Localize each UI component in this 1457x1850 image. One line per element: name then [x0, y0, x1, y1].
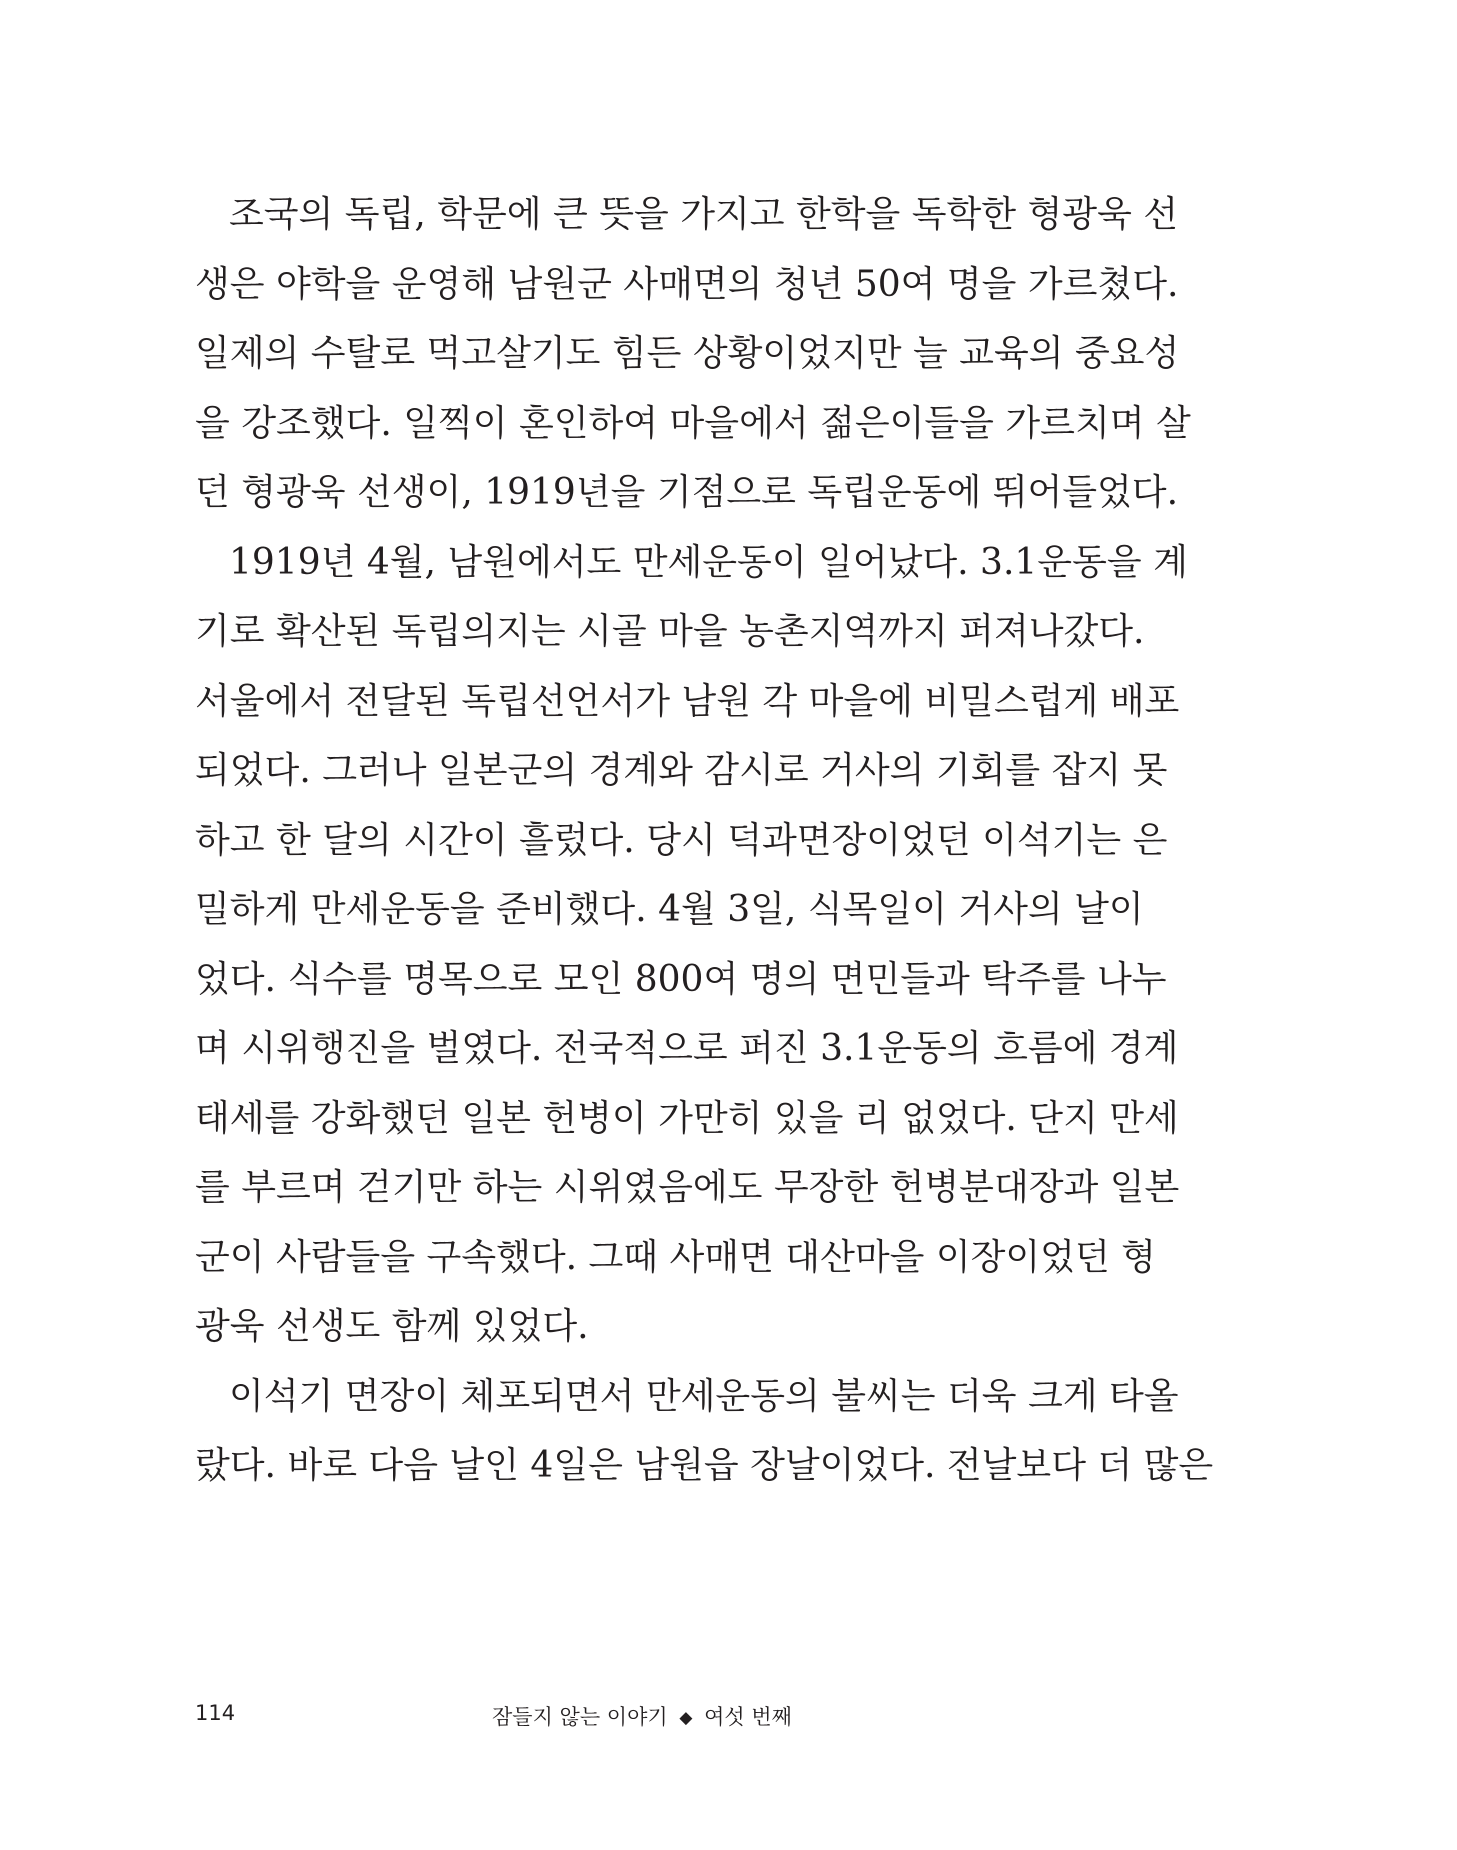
text-line: 하고 한 달의 시간이 흘렀다. 당시 덕과면장이었던 이석기는 은	[195, 819, 1168, 861]
text-line: 광욱 선생도 함께 있었다.	[195, 1306, 589, 1347]
page-footer	[0, 1695, 1457, 1735]
text-line: 태세를 강화했던 일본 헌병이 가만히 있을 리 없었다. 단지 만세	[195, 1097, 1179, 1139]
book-title: 잠들지 않는 이야기	[492, 1705, 668, 1729]
text-line: 생은 야학을 운영해 남원군 사매면의 청년 50여 명을 가르쳤다.	[195, 263, 1179, 305]
text-line: 었다. 식수를 명목으로 모인 800여 명의 면민들과 탁주를 나누	[195, 958, 1167, 1000]
body-text	[195, 180, 1214, 1501]
paragraph-2	[195, 528, 1188, 1362]
text-line: 군이 사람들을 구속했다. 그때 사매면 대산마을 이장이었던 형	[195, 1236, 1156, 1278]
text-line: 밀하게 만세운동을 준비했다. 4월 3일, 식목일이 거사의 날이	[195, 889, 1144, 930]
text-line: 을 강조했다. 일찍이 혼인하여 마을에서 젊은이들을 가르치며 살	[195, 402, 1191, 444]
running-title	[492, 1701, 792, 1731]
text-line: 기로 확산된 독립의지는 시골 마을 농촌지역까지 퍼져나갔다.	[195, 611, 1145, 652]
text-line: 를 부르며 걷기만 하는 시위였음에도 무장한 헌병분대장과 일본	[195, 1167, 1180, 1208]
text-line: 일제의 수탈로 먹고살기도 힘든 상황이었지만 늘 교육의 중요성	[195, 333, 1180, 374]
volume-label: 여섯 번째	[704, 1705, 792, 1729]
text-line: 1919년 4월, 남원에서도 만세운동이 일어났다. 3.1운동을 계	[229, 541, 1188, 583]
page-number: 114	[195, 1701, 236, 1725]
text-line: 랐다. 바로 다음 날인 4일은 남원읍 장날이었다. 전날보다 더 많은	[195, 1445, 1214, 1486]
text-line: 조국의 독립, 학문에 큰 뜻을 가지고 한학을 독학한 형광욱 선	[229, 194, 1179, 235]
paragraph-1	[195, 180, 1191, 528]
text-line: 던 형광욱 선생이, 1919년을 기점으로 독립운동에 뛰어들었다.	[195, 472, 1179, 513]
paragraph-3	[195, 1362, 1214, 1501]
text-line: 이석기 면장이 체포되면서 만세운동의 불씨는 더욱 크게 타올	[229, 1375, 1179, 1417]
diamond-icon: ◆	[679, 1708, 693, 1728]
text-line: 서울에서 전달된 독립선언서가 남원 각 마을에 비밀스럽게 배포	[195, 680, 1180, 722]
text-line: 되었다. 그러나 일본군의 경계와 감시로 거사의 기회를 잡지 못	[195, 750, 1168, 791]
text-line: 며 시위행진을 벌였다. 전국적으로 퍼진 3.1운동의 흐름에 경계	[195, 1028, 1179, 1069]
